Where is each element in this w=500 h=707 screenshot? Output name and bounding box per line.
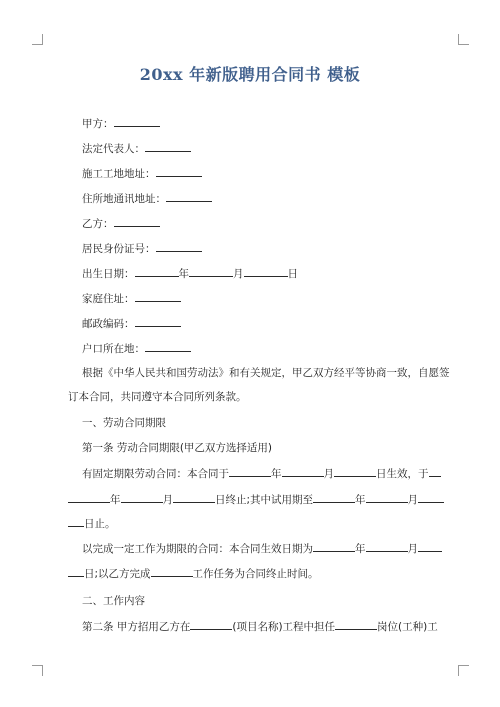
blank-field	[429, 466, 441, 477]
unit-year: 年	[271, 468, 282, 480]
intro-paragraph-line-1: 根据《中华人民共和国劳动法》和有关规定，甲乙双方经平等协商一致，自愿签	[82, 367, 450, 379]
blank-field	[135, 316, 181, 327]
field-label: 住所地通讯地址：	[82, 193, 166, 205]
end-text: 日终止;其中试用期至	[215, 494, 314, 506]
field-mailing-address	[82, 191, 212, 206]
field-label: 法定代表人：	[82, 143, 145, 155]
intro-paragraph-line-2: 订本合同，共同遵守本合同所列条款。	[68, 391, 247, 403]
blank-field	[366, 492, 408, 503]
unit-month: 月	[233, 268, 244, 280]
article-2-text-1: 第二条 甲方招用乙方在	[82, 621, 191, 633]
field-party-b	[82, 216, 160, 231]
section-heading-1: 一、劳动合同期限	[82, 417, 166, 429]
field-postal-code	[82, 316, 181, 331]
task-term-line-1	[82, 541, 442, 556]
blank-field	[151, 566, 193, 577]
task-end-text: 工作任务为合同终止时间。	[192, 568, 319, 580]
blank-field	[121, 492, 163, 503]
fixed-term-line-1	[82, 466, 441, 481]
blank-field	[156, 241, 202, 252]
blank-field	[366, 541, 408, 552]
blank-field	[135, 291, 181, 302]
blank-field	[190, 619, 232, 630]
field-label: 户口所在地：	[82, 343, 145, 355]
article-2	[82, 619, 438, 634]
field-label: 居民身份证号：	[82, 243, 156, 255]
article-2-text-2: (项目名称)工程中担任	[232, 621, 336, 633]
fixed-term-line-3	[68, 516, 116, 531]
field-label: 家庭住址：	[82, 293, 135, 305]
article-2-text-3: 岗位(工种)工	[377, 621, 438, 633]
blank-field	[335, 619, 377, 630]
blank-field	[189, 266, 233, 277]
blank-field	[313, 541, 355, 552]
blank-field	[145, 141, 191, 152]
blank-field	[313, 492, 355, 503]
unit-month: 月	[407, 494, 419, 506]
field-id-number	[82, 241, 202, 256]
blank-field	[114, 216, 160, 227]
blank-field	[68, 492, 110, 503]
field-party-a	[82, 116, 160, 131]
corner-mark-bottom-right	[458, 665, 469, 676]
blank-field	[135, 266, 179, 277]
day-end-text: 日止。	[84, 518, 116, 530]
unit-month: 月	[407, 543, 418, 555]
document-title: 20xx 年新版聘用合同书 模板	[139, 65, 361, 84]
field-label: 出生日期：	[82, 268, 135, 280]
fixed-term-text: 有固定期限劳动合同：本合同于	[82, 468, 229, 480]
unit-year: 年	[355, 543, 366, 555]
corner-mark-bottom-left	[32, 665, 43, 676]
blank-field	[68, 516, 84, 527]
day-party-text: 日;以乙方完成	[84, 568, 151, 580]
field-legal-rep	[82, 141, 191, 156]
blank-field	[244, 266, 288, 277]
field-birth-date	[82, 266, 298, 281]
task-term-text: 以完成一定工作为期限的合同：本合同生效日期为	[82, 543, 313, 555]
article-1: 第一条 劳动合同期限(甲乙双方选择适用)	[82, 442, 273, 454]
corner-mark-top-right	[458, 34, 469, 45]
section-heading-2: 二、工作内容	[82, 595, 145, 607]
blank-field	[68, 566, 84, 577]
unit-day: 日	[287, 268, 298, 280]
blank-field	[334, 466, 376, 477]
blank-field	[145, 341, 191, 352]
corner-mark-top-left	[32, 34, 43, 45]
field-label: 施工工地地址：	[82, 168, 156, 180]
fixed-term-line-2	[68, 492, 444, 507]
field-label: 邮政编码：	[82, 318, 135, 330]
field-site-address	[82, 166, 202, 181]
unit-year: 年	[355, 494, 366, 506]
unit-month: 月	[323, 468, 334, 480]
unit-month: 月	[162, 494, 173, 506]
blank-field	[156, 166, 202, 177]
field-label: 乙方：	[82, 218, 114, 230]
blank-field	[282, 466, 324, 477]
unit-year: 年	[110, 494, 121, 506]
unit-year: 年	[178, 268, 189, 280]
blank-field	[229, 466, 271, 477]
effective-text: 日生效，于	[376, 468, 429, 480]
task-term-line-2	[68, 566, 319, 581]
field-household-registration	[82, 341, 191, 356]
blank-field	[166, 191, 212, 202]
blank-field	[173, 492, 215, 503]
field-label: 甲方：	[82, 118, 114, 130]
field-home-address	[82, 291, 181, 306]
blank-field	[114, 116, 160, 127]
blank-field	[418, 492, 444, 503]
blank-field	[418, 541, 442, 552]
